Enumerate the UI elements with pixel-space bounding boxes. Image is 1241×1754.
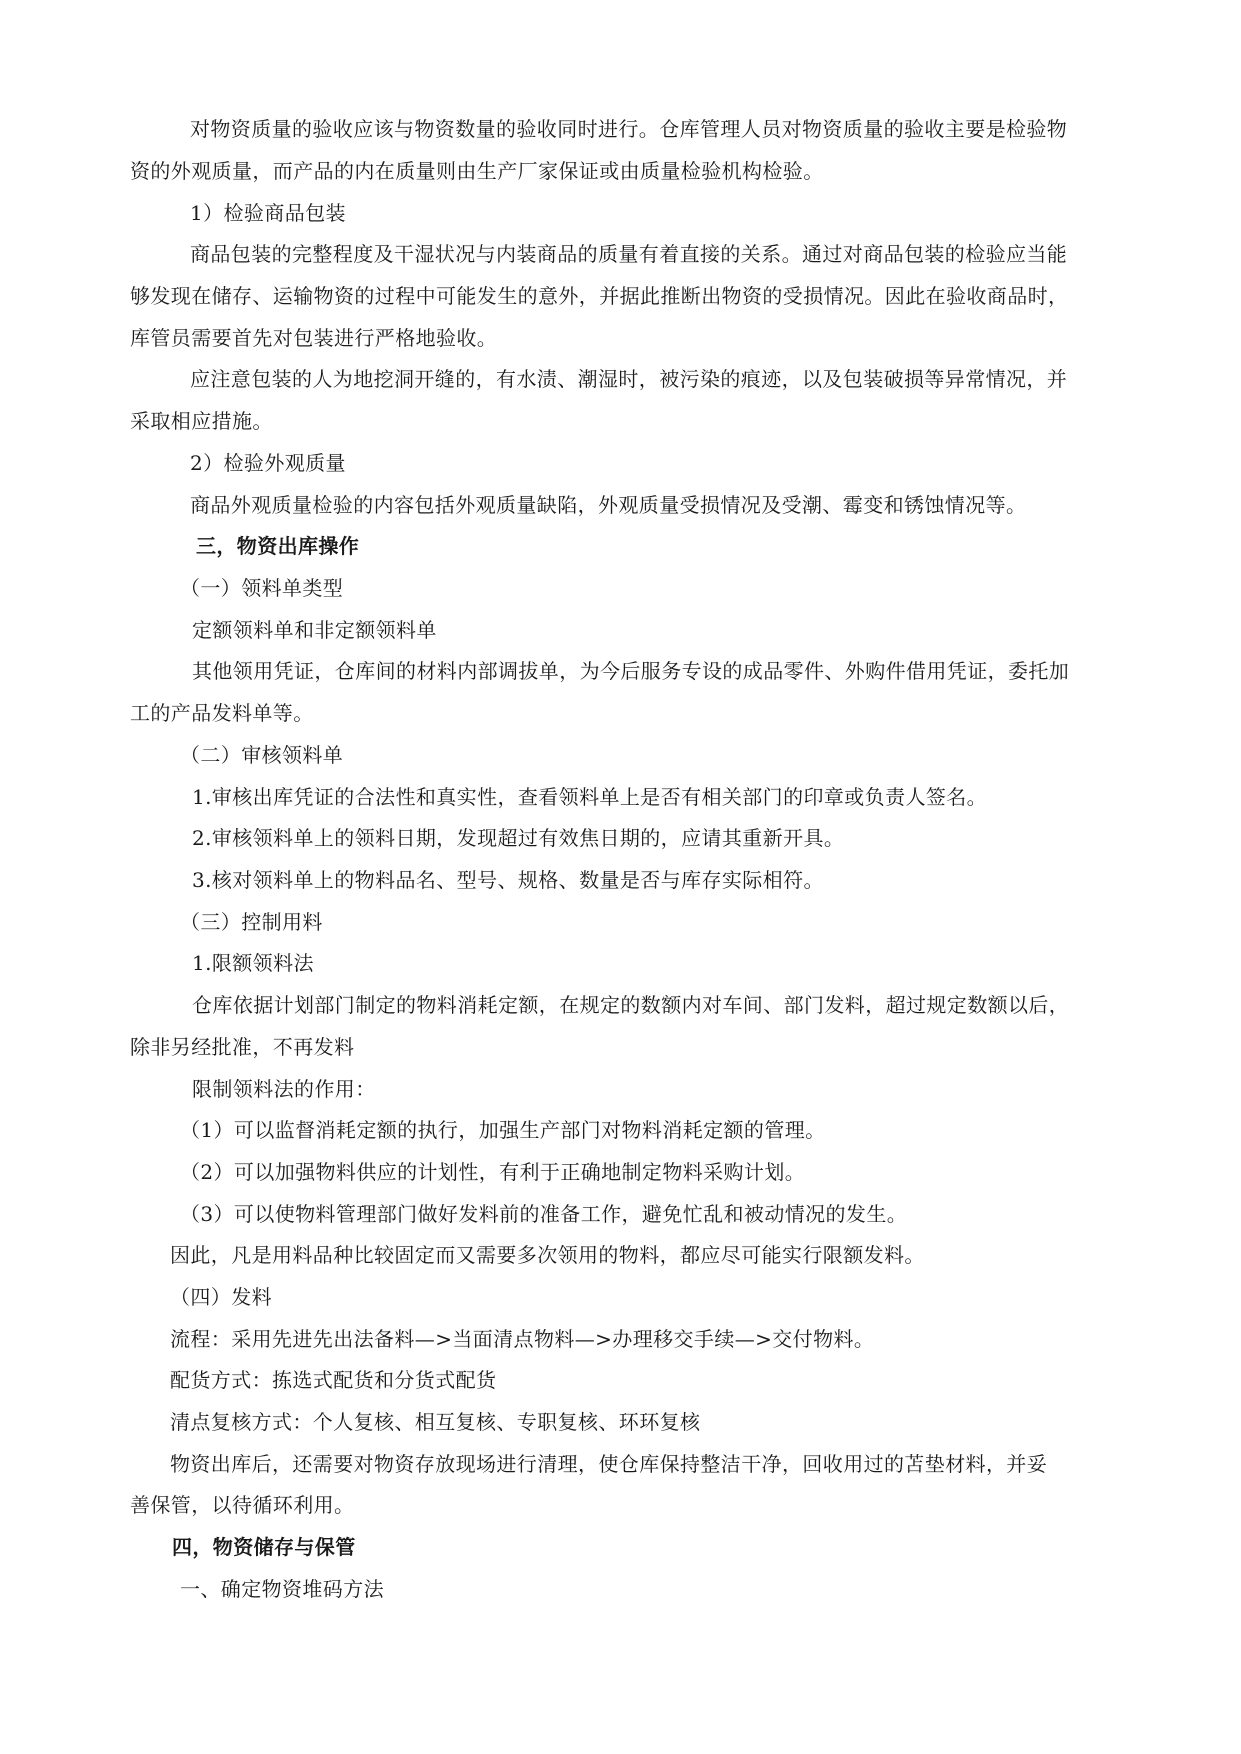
paragraph-line: 资的外观质量，而产品的内在质量则由生产厂家保证或由质量检验机构检验。 (130, 159, 824, 183)
subheading: （二）审核领料单 (180, 743, 344, 767)
section-heading: 四，物资储存与保管 (172, 1535, 356, 1559)
list-item: （3）可以使物料管理部门做好发料前的准备工作，避免忙乱和被动情况的发生。 (180, 1202, 908, 1226)
subheading: （四）发料 (170, 1285, 272, 1309)
paragraph-line: 商品包装的完整程度及干湿状况与内装商品的质量有着直接的关系。通过对商品包装的检验应当能 (190, 242, 1068, 266)
list-item: （2）可以加强物料供应的计划性，有利于正确地制定物料采购计划。 (180, 1160, 806, 1184)
paragraph-line: 配货方式：拣选式配货和分货式配货 (170, 1368, 497, 1392)
paragraph-line: 库管员需要首先对包装进行严格地验收。 (130, 326, 498, 350)
paragraph-line: 采取相应措施。 (130, 409, 273, 433)
subheading: （三）控制用料 (180, 910, 323, 934)
subheading: 一、确定物资堆码方法 (180, 1577, 384, 1601)
list-item: 1.审核出库凭证的合法性和真实性，查看领料单上是否有相关部门的印章或负责人签名。 (192, 785, 988, 809)
paragraph-line: 够发现在储存、运输物资的过程中可能发生的意外，并据此推断出物资的受损情况。因此在验收商品时， (130, 284, 1069, 308)
paragraph-line: 其他领用凭证，仓库间的材料内部调拔单，为今后服务专设的成品零件、外购件借用凭证，委托加 (192, 659, 1070, 683)
paragraph-line: 仓库依据计划部门制定的物料消耗定额，在规定的数额内对车间、部门发料，超过规定数额以后， (192, 993, 1070, 1017)
paragraph-line: 除非另经批准，不再发料 (130, 1035, 355, 1059)
section-heading: 三，物资出库操作 (196, 534, 360, 558)
paragraph-line: 商品外观质量检验的内容包括外观质量缺陷，外观质量受损情况及受潮、霉变和锈蚀情况等。 (190, 493, 1027, 517)
paragraph-line: 应注意包装的人为地挖洞开缝的，有水渍、潮湿时，被污染的痕迹，以及包装破损等异常情况，并 (190, 367, 1068, 391)
list-item: （1）可以监督消耗定额的执行，加强生产部门对物料消耗定额的管理。 (180, 1118, 826, 1142)
subheading: 1.限额领料法 (192, 951, 314, 975)
paragraph-line: 善保管，以待循环利用。 (130, 1493, 355, 1517)
paragraph-line: 限制领料法的作用： (192, 1077, 376, 1101)
paragraph-line: 物资出库后，还需要对物资存放现场进行清理，使仓库保持整洁干净，回收用过的苫垫材料，并妥 (170, 1452, 1048, 1476)
paragraph-line: 工的产品发料单等。 (130, 701, 314, 725)
subheading: （一）领料单类型 (180, 576, 344, 600)
subheading: 2）检验外观质量 (190, 451, 346, 475)
list-item: 3.核对领料单上的物料品名、型号、规格、数量是否与库存实际相符。 (192, 868, 824, 892)
paragraph-line: 定额领料单和非定额领料单 (192, 618, 437, 642)
paragraph-line: 清点复核方式：个人复核、相互复核、专职复核、环环复核 (170, 1410, 701, 1434)
paragraph-line: 流程：采用先进先出法备料—>当面清点物料—>办理移交手续—>交付物料。 (170, 1327, 875, 1351)
paragraph-line: 因此，凡是用料品种比较固定而又需要多次领用的物料，都应尽可能实行限额发料。 (170, 1243, 925, 1267)
subheading: 1）检验商品包装 (190, 201, 346, 225)
list-item: 2.审核领料单上的领料日期，发现超过有效焦日期的，应请其重新开具。 (192, 826, 845, 850)
paragraph-line: 对物资质量的验收应该与物资数量的验收同时进行。仓库管理人员对物资质量的验收主要是检验物 (190, 117, 1068, 141)
